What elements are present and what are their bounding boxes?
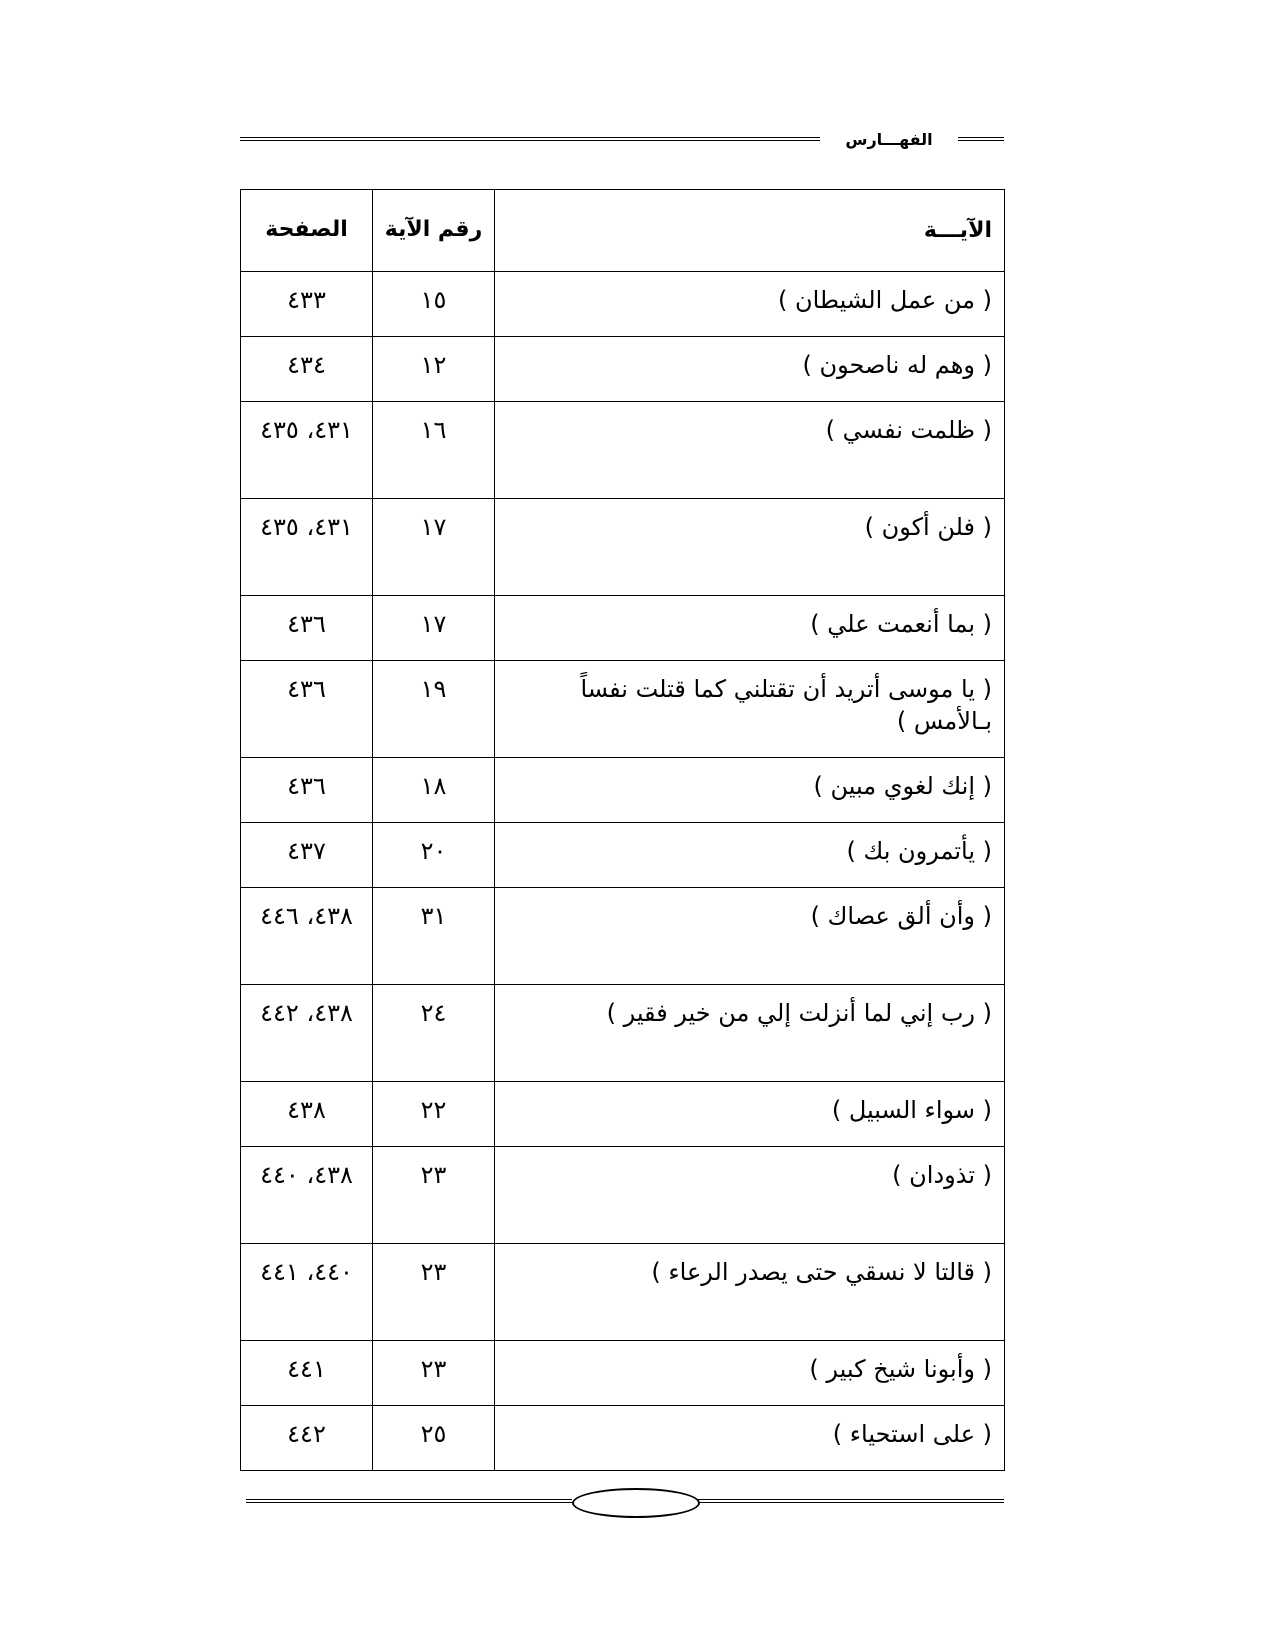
page-cell: ٤٤٢: [241, 1406, 373, 1471]
verse-cell: ( من عمل الشيطان ): [495, 272, 1005, 337]
page-cell: ٤٣٦: [241, 596, 373, 661]
verse-cell: ( ظلمت نفسي ): [495, 402, 1005, 499]
column-header-page: الصفحة: [241, 190, 373, 272]
table-row: [241, 1082, 1005, 1147]
footer-rule-left: [246, 1499, 572, 1505]
table-row: [241, 1341, 1005, 1406]
verse-cell: ( يأتمرون بك ): [495, 823, 1005, 888]
verse-number-cell: ٢٣: [373, 1244, 495, 1341]
verse-number-cell: ١٥: [373, 272, 495, 337]
verse-cell: ( رب إني لما أنزلت إلي من خير فقير ): [495, 985, 1005, 1082]
table-row: [241, 1147, 1005, 1244]
verse-number-cell: ٢٢: [373, 1082, 495, 1147]
verse-cell: ( وأبونا شيخ كبير ): [495, 1341, 1005, 1406]
verse-number-cell: ٢٥: [373, 1406, 495, 1471]
column-header-number: رقم الآية: [373, 190, 495, 272]
page-cell: ٤٣٨، ٤٤٢: [241, 985, 373, 1082]
table-row: [241, 337, 1005, 402]
verse-number-cell: ٢٣: [373, 1147, 495, 1244]
table-row: [241, 1244, 1005, 1341]
verse-cell: ( يا موسى أتريد أن تقتلني كما قتلت نفساً بـالأمس ): [495, 661, 1005, 758]
verse-number-cell: ٣١: [373, 888, 495, 985]
page-cell: ٤٣٦: [241, 661, 373, 758]
verse-number-cell: ١٩: [373, 661, 495, 758]
verse-cell: ( قالتا لا نسقي حتى يصدر الرعاء ): [495, 1244, 1005, 1341]
table-header-row: [241, 190, 1005, 272]
verse-number-cell: ١٦: [373, 402, 495, 499]
page-cell: ٤٤١: [241, 1341, 373, 1406]
verse-cell: ( فلن أكون ): [495, 499, 1005, 596]
verse-cell: ( سواء السبيل ): [495, 1082, 1005, 1147]
verse-cell: ( على استحياء ): [495, 1406, 1005, 1471]
page-footer: [246, 1488, 1004, 1518]
verse-cell: ( وهم له ناصحون ): [495, 337, 1005, 402]
page-cell: ٤٣١، ٤٣٥: [241, 402, 373, 499]
table-row: [241, 888, 1005, 985]
verse-number-cell: ٢٤: [373, 985, 495, 1082]
table-row: [241, 823, 1005, 888]
table-row: [241, 272, 1005, 337]
verse-number-cell: ١٨: [373, 758, 495, 823]
table-row: [241, 596, 1005, 661]
page-cell: ٤٣٨، ٤٤٦: [241, 888, 373, 985]
verse-cell: ( وأن ألق عصاك ): [495, 888, 1005, 985]
verse-number-cell: ٢٣: [373, 1341, 495, 1406]
table-row: [241, 985, 1005, 1082]
verse-index-table: [240, 189, 1005, 1471]
page-cell: ٤٣٨: [241, 1082, 373, 1147]
verse-cell: ( بما أنعمت علي ): [495, 596, 1005, 661]
verse-number-cell: ١٧: [373, 499, 495, 596]
header-rule-left: [240, 137, 820, 143]
header-rule-right: [958, 137, 1004, 143]
page-cell: ٤٣٤: [241, 337, 373, 402]
page-header: [240, 125, 1004, 155]
table-row: [241, 1406, 1005, 1471]
verse-cell: ( إنك لغوي مبين ): [495, 758, 1005, 823]
verse-cell: ( تذودان ): [495, 1147, 1005, 1244]
page-cell: ٤٣٧: [241, 823, 373, 888]
verse-number-cell: ١٧: [373, 596, 495, 661]
page-cell: ٤٣٨، ٤٤٠: [241, 1147, 373, 1244]
page-cell: ٤٣٣: [241, 272, 373, 337]
table-row: [241, 758, 1005, 823]
page-cell: ٤٤٠، ٤٤١: [241, 1244, 373, 1341]
table-row: [241, 402, 1005, 499]
verse-number-cell: ٢٠: [373, 823, 495, 888]
column-header-verse: الآيـــة: [495, 190, 1005, 272]
page-cell: ٤٣٦: [241, 758, 373, 823]
table-row: [241, 661, 1005, 758]
verse-number-cell: ١٢: [373, 337, 495, 402]
page-cell: ٤٣١، ٤٣٥: [241, 499, 373, 596]
footer-rule-right: [698, 1499, 1004, 1505]
table-row: [241, 499, 1005, 596]
page-number-oval: [572, 1488, 700, 1518]
header-title: الفهـــارس: [845, 130, 933, 149]
